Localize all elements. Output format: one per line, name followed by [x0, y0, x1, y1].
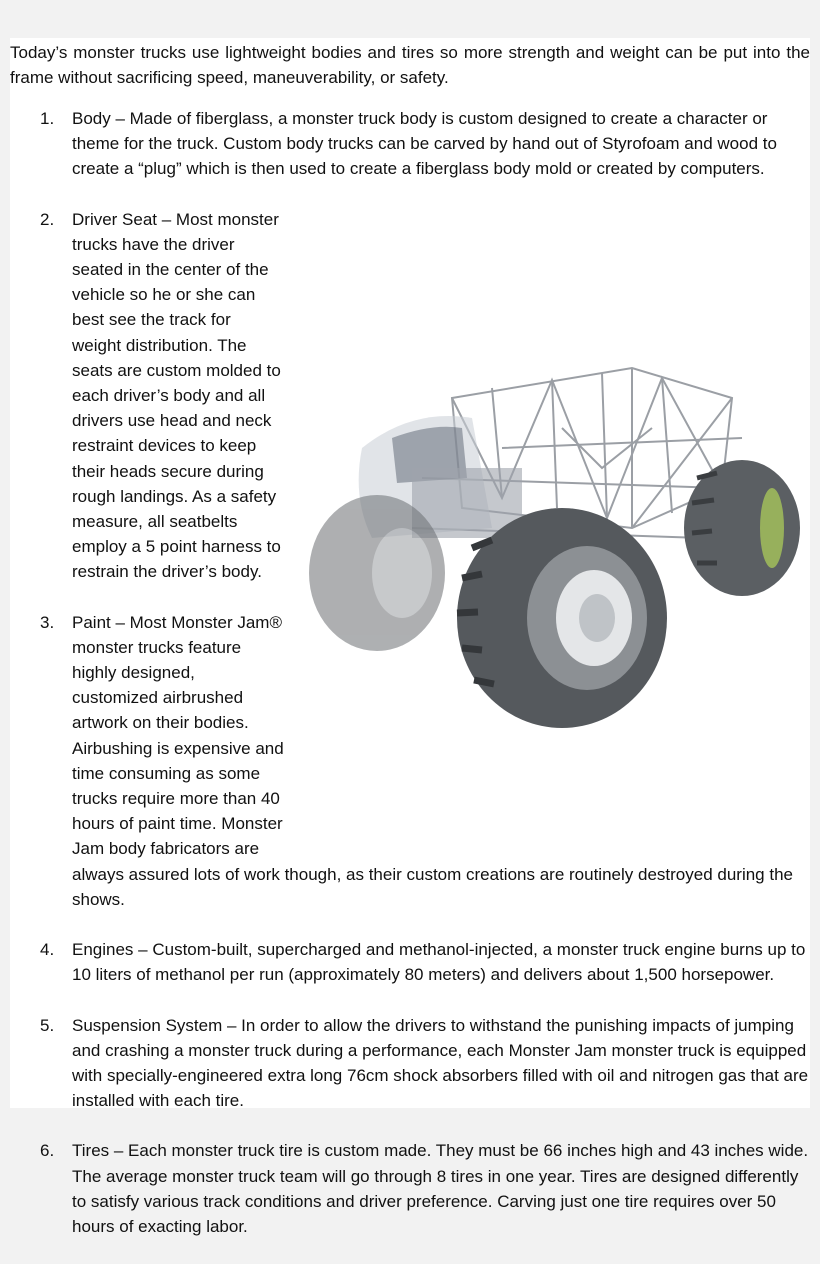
monster-truck-chassis-illustration — [302, 328, 802, 728]
list-number: 4. — [40, 940, 55, 960]
list-number: 2. — [40, 209, 55, 229]
list-text: Engines – Custom-built, supercharged and methanol-injected, a monster truck engine burns up to 10 liters of methanol per run (approximately 80 meters) and delivers about 1,500 horsepower. — [72, 940, 806, 985]
document-page — [10, 38, 810, 1236]
list-text: Paint – Most Monster Jam® monster trucks feature highly designed, customized airbrushed artwork on their bodies. Airbushing is expensive and time consuming as some trucks require more than 40 hours of paint time. Monster Jam body fabricators are always assured lots of work though, as their custom creations are routinely destroyed during the shows. — [72, 612, 793, 909]
list-item-tires — [10, 1138, 810, 1239]
list-number: 6. — [40, 1141, 55, 1161]
list-text: Tires – Each monster truck tire is custom made. They must be 66 inches high and 43 inches wide. The average monster truck team will go through 8 tires in one year. Tires are designed differently to satisfy various track conditions and driver preference. Carving just one tire requires over 50 hours of exacting labor. — [72, 1141, 809, 1236]
list-text: Suspension System – In order to allow the drivers to withstand the punishing impacts of jumping and crashing a monster truck during a performance, each Monster Jam monster truck is equipped with specially-engineered extra long 76cm shock absorbers filled with oil and nitrogen gas that are installed with each tire. — [72, 1015, 809, 1111]
list-number: 5. — [40, 1015, 55, 1035]
list-number: 1. — [40, 109, 55, 128]
list-item-engines — [10, 937, 810, 987]
list-number: 3. — [40, 612, 55, 632]
list-item-body — [10, 106, 810, 182]
list-item-suspension — [10, 1013, 810, 1114]
intro-paragraph: Today’s monster trucks use lightweight bodies and tires so more strength and weight can be put into the frame without sacrificing speed, maneuverability, or safety. — [10, 43, 810, 87]
list-text: Body – Made of fiberglass, a monster truck body is custom designed to create a character or theme for the truck. Custom body trucks can be carved by hand out of Styrofoam and wood to create a “plug” which is then used to create a fiberglass body mold or created by computers. — [72, 109, 777, 179]
list-text: Driver Seat – Most monster trucks have the driver seated in the center of the vehicle so he or she can best see the track for weight distribution. The seats are custom molded to each driver’s body and all drivers use head and neck restraint devices to keep their heads secure during rough landings. As a safety measure, all seatbelts employ a 5 point harness to restrain the driver’s body. — [72, 209, 281, 582]
